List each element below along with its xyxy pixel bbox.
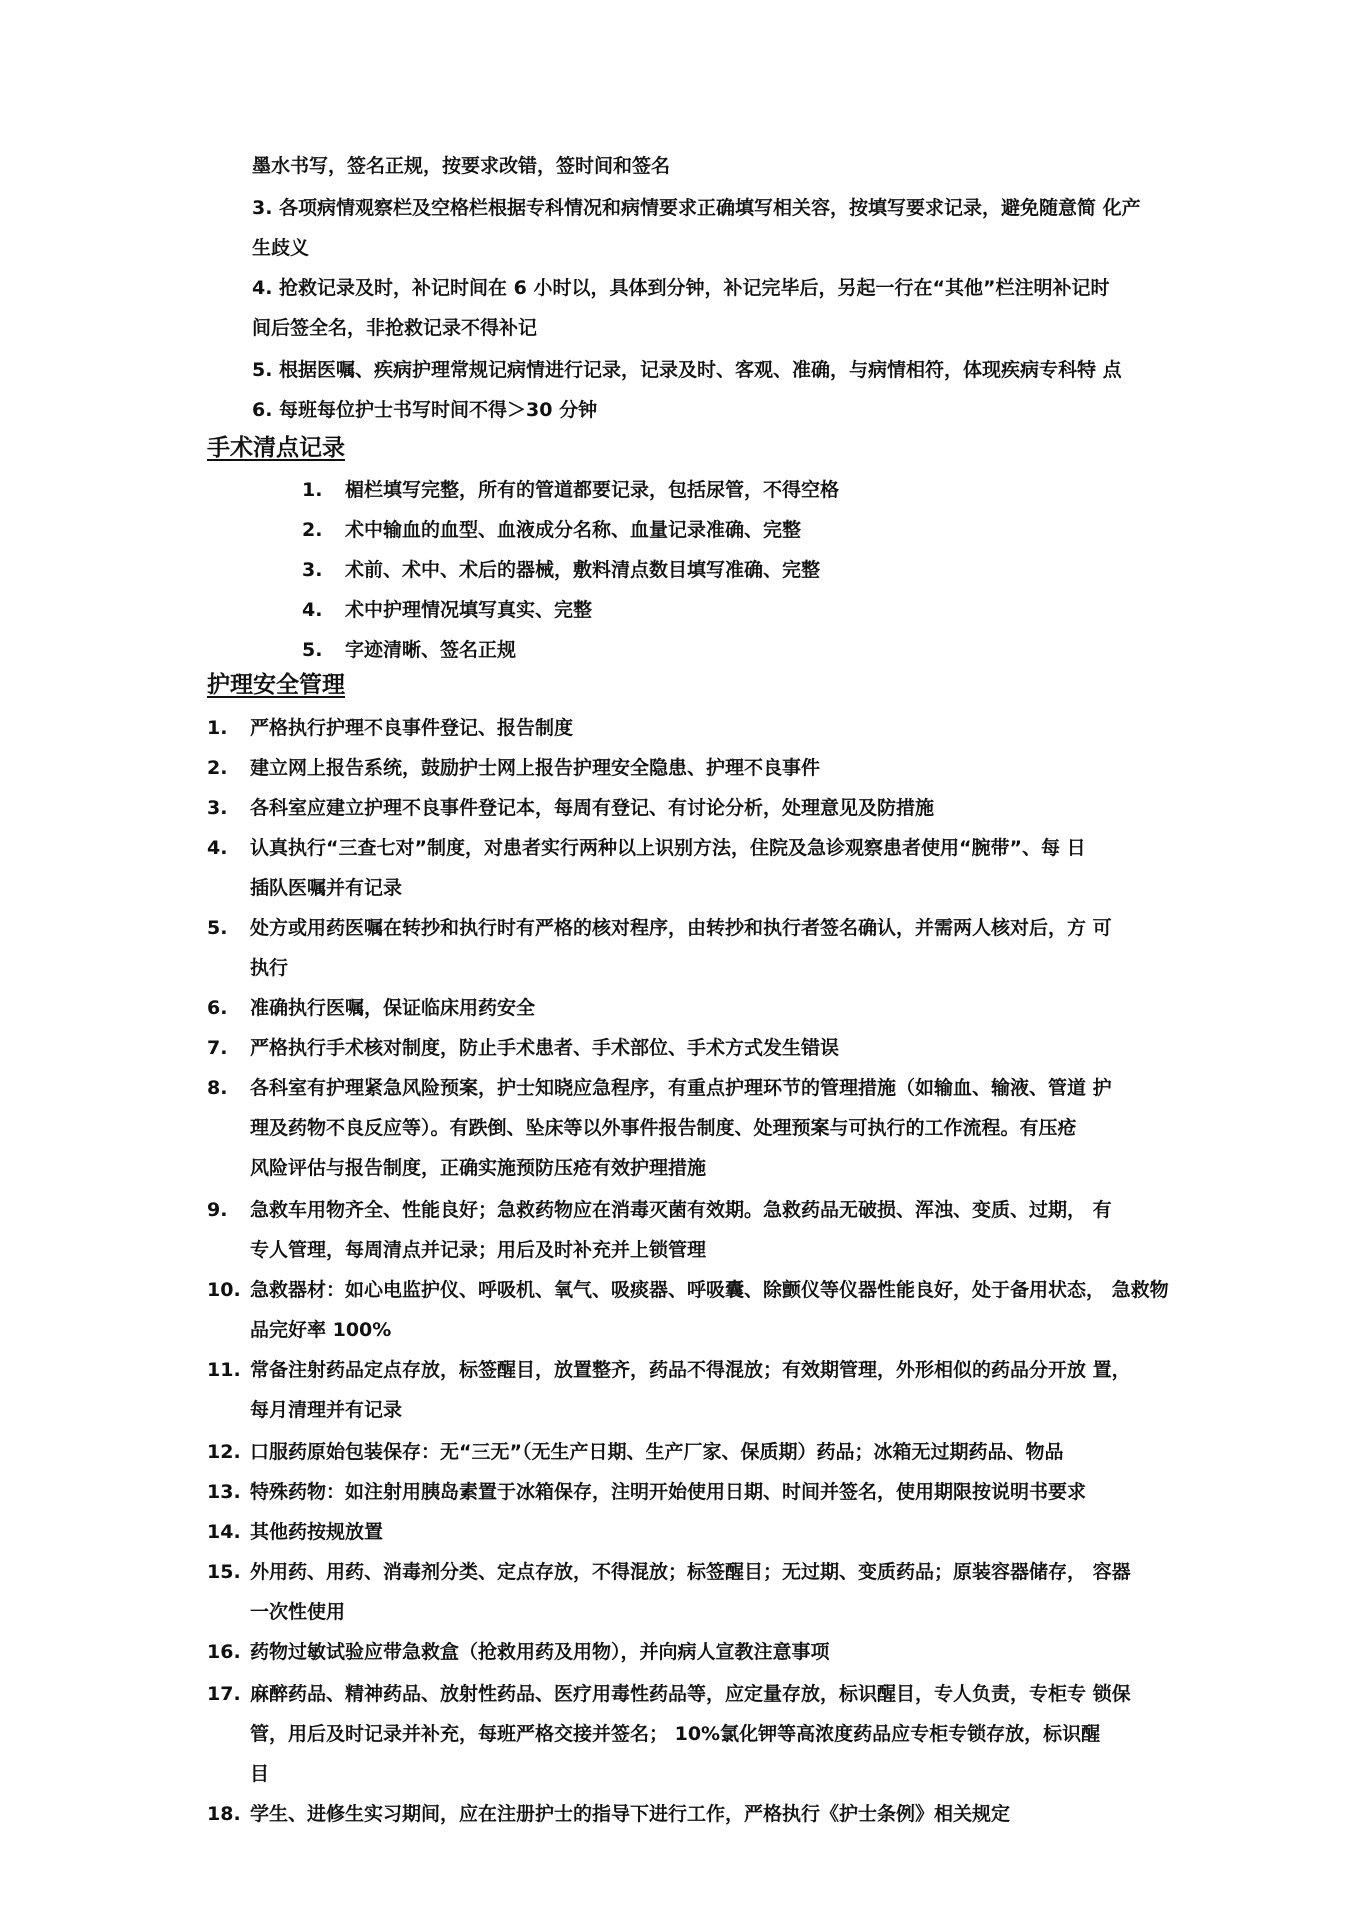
list-item-number: 10. xyxy=(207,1279,241,1301)
continuation-line: 墨水书写，签名正规，按要求改错，签时间和签名 xyxy=(252,155,671,177)
continuation-line: 3. 各项病情观察栏及空格栏根据专科情况和病情要求正确填写相关容，按填写要求记录，避免随意简 化产 xyxy=(252,197,1141,219)
list-item-continuation: 理及药物不良反应等）。有跌倒、坠床等以外事件报告制度、处理预案与可执行的工作流程。有压疮 xyxy=(250,1117,1077,1139)
list-item-number: 5. xyxy=(207,917,228,939)
list-item-number: 16. xyxy=(207,1641,241,1663)
list-item: 各科室应建立护理不良事件登记本，每周有登记、有讨论分析，处理意见及防措施 xyxy=(250,797,935,819)
list-item-number: 5. xyxy=(302,639,323,661)
list-item-number: 8. xyxy=(207,1077,228,1099)
list-item-number: 1. xyxy=(302,479,323,501)
list-item-number: 12. xyxy=(207,1441,241,1463)
list-item-continuation: 管，用后及时记录并补充，每班严格交接并签名； 10%氯化钾等高浓度药品应专柜专锁存放，标识醒 xyxy=(250,1723,1101,1745)
continuation-line: 生歧义 xyxy=(252,237,310,259)
list-item-number: 6. xyxy=(207,997,228,1019)
list-item: 常备注射药品定点存放，标签醒目，放置整齐，药品不得混放；有效期管理，外形相似的药品分开放 置， xyxy=(250,1359,1131,1381)
list-item: 术中输血的血型、血液成分名称、血量记录准确、完整 xyxy=(345,519,802,541)
list-item: 准确执行医嘱，保证临床用药安全 xyxy=(250,997,536,1019)
list-item-number: 2. xyxy=(207,757,228,779)
list-item: 字迹清晰、签名正规 xyxy=(345,639,517,661)
list-item: 外用药、用药、消毒剂分类、定点存放，不得混放；标签醒目；无过期、变质药品；原装容器储存， 容器 xyxy=(250,1561,1131,1583)
list-item-number: 14. xyxy=(207,1521,241,1543)
list-item-number: 18. xyxy=(207,1803,241,1825)
list-item: 麻醉药品、精神药品、放射性药品、医疗用毒性药品等，应定量存放，标识醒目，专人负责，专柜专 锁保 xyxy=(250,1683,1131,1705)
list-item: 术中护理情况填写真实、完整 xyxy=(345,599,593,621)
list-item: 急救器材：如心电监护仪、呼吸机、氧气、吸痰器、呼吸囊、除颤仪等仪器性能良好，处于备用状态， 急救物 xyxy=(250,1279,1169,1301)
list-item-number: 3. xyxy=(302,559,323,581)
list-item: 特殊药物：如注射用胰岛素置于冰箱保存，注明开始使用日期、时间并签名，使用期限按说明书要求 xyxy=(250,1481,1087,1503)
list-item-number: 2. xyxy=(302,519,323,541)
list-item-number: 9. xyxy=(207,1199,228,1221)
list-item-continuation: 一次性使用 xyxy=(250,1601,346,1623)
list-item: 严格执行护理不良事件登记、报告制度 xyxy=(250,717,574,739)
continuation-line: 4. 抢救记录及时，补记时间在 6 小时以，具体到分钟，补记完毕后，另起一行在“其他”栏注明补记时 xyxy=(252,277,1110,299)
list-item-continuation: 每月清理并有记录 xyxy=(250,1399,403,1421)
list-item-number: 11. xyxy=(207,1359,241,1381)
list-item-number: 7. xyxy=(207,1037,228,1059)
list-item: 药物过敏试验应带急救盒（抢救用药及用物），并向病人宣教注意事项 xyxy=(250,1641,830,1663)
list-item-continuation: 执行 xyxy=(250,957,289,979)
list-item: 认真执行“三查七对”制度，对患者实行两种以上识别方法，住院及急诊观察患者使用“腕带”、每 日 xyxy=(250,837,1086,859)
list-item-number: 4. xyxy=(302,599,323,621)
list-item: 楣栏填写完整，所有的管道都要记录，包括尿管，不得空格 xyxy=(345,479,840,501)
continuation-line: 5. 根据医嘱、疾病护理常规记病情进行记录，记录及时、客观、准确，与病情相符，体现疾病专科特 点 xyxy=(252,359,1122,381)
list-item-number: 13. xyxy=(207,1481,241,1503)
continuation-line: 间后签全名，非抢救记录不得补记 xyxy=(252,317,538,339)
list-item: 各科室有护理紧急风险预案，护士知晓应急程序，有重点护理环节的管理措施（如输血、输液、管道 护 xyxy=(250,1077,1112,1099)
list-item-continuation: 品完好率 100% xyxy=(250,1319,392,1341)
list-item: 急救车用物齐全、性能良好；急救药物应在消毒灭菌有效期。急救药品无破损、浑浊、变质、过期， 有 xyxy=(250,1199,1112,1221)
list-item: 其他药按规放置 xyxy=(250,1521,384,1543)
list-item-continuation: 专人管理，每周清点并记录；用后及时补充并上锁管理 xyxy=(250,1239,707,1261)
list-item: 口服药原始包装保存：无“三无”（无生产日期、生产厂家、保质期）药品；冰箱无过期药品、物品 xyxy=(250,1441,1064,1463)
continuation-line: 6. 每班每位护士书写时间不得＞30 分钟 xyxy=(252,399,598,421)
list-item-number: 4. xyxy=(207,837,228,859)
list-item-continuation: 风险评估与报告制度，正确实施预防压疮有效护理措施 xyxy=(250,1157,707,1179)
list-item: 术前、术中、术后的器械，敷料清点数目填写准确、完整 xyxy=(345,559,821,581)
list-item: 建立网上报告系统，鼓励护士网上报告护理安全隐患、护理不良事件 xyxy=(250,757,821,779)
list-item-number: 1. xyxy=(207,717,228,739)
list-item-number: 17. xyxy=(207,1683,241,1705)
list-item: 处方或用药医嘱在转抄和执行时有严格的核对程序，由转抄和执行者签名确认，并需两人核对后，方 可 xyxy=(250,917,1112,939)
list-item-continuation: 目 xyxy=(250,1763,270,1785)
list-item-number: 3. xyxy=(207,797,228,819)
list-item-number: 15. xyxy=(207,1561,241,1583)
list-item-continuation: 插队医嘱并有记录 xyxy=(250,877,403,899)
list-item: 严格执行手术核对制度，防止手术患者、手术部位、手术方式发生错误 xyxy=(250,1037,840,1059)
section-heading-surgery: 手术清点记录 xyxy=(207,435,345,461)
list-item: 学生、进修生实习期间，应在注册护士的指导下进行工作，严格执行《护士条例》相关规定 xyxy=(250,1803,1011,1825)
section-heading-safety: 护理安全管理 xyxy=(207,672,345,698)
